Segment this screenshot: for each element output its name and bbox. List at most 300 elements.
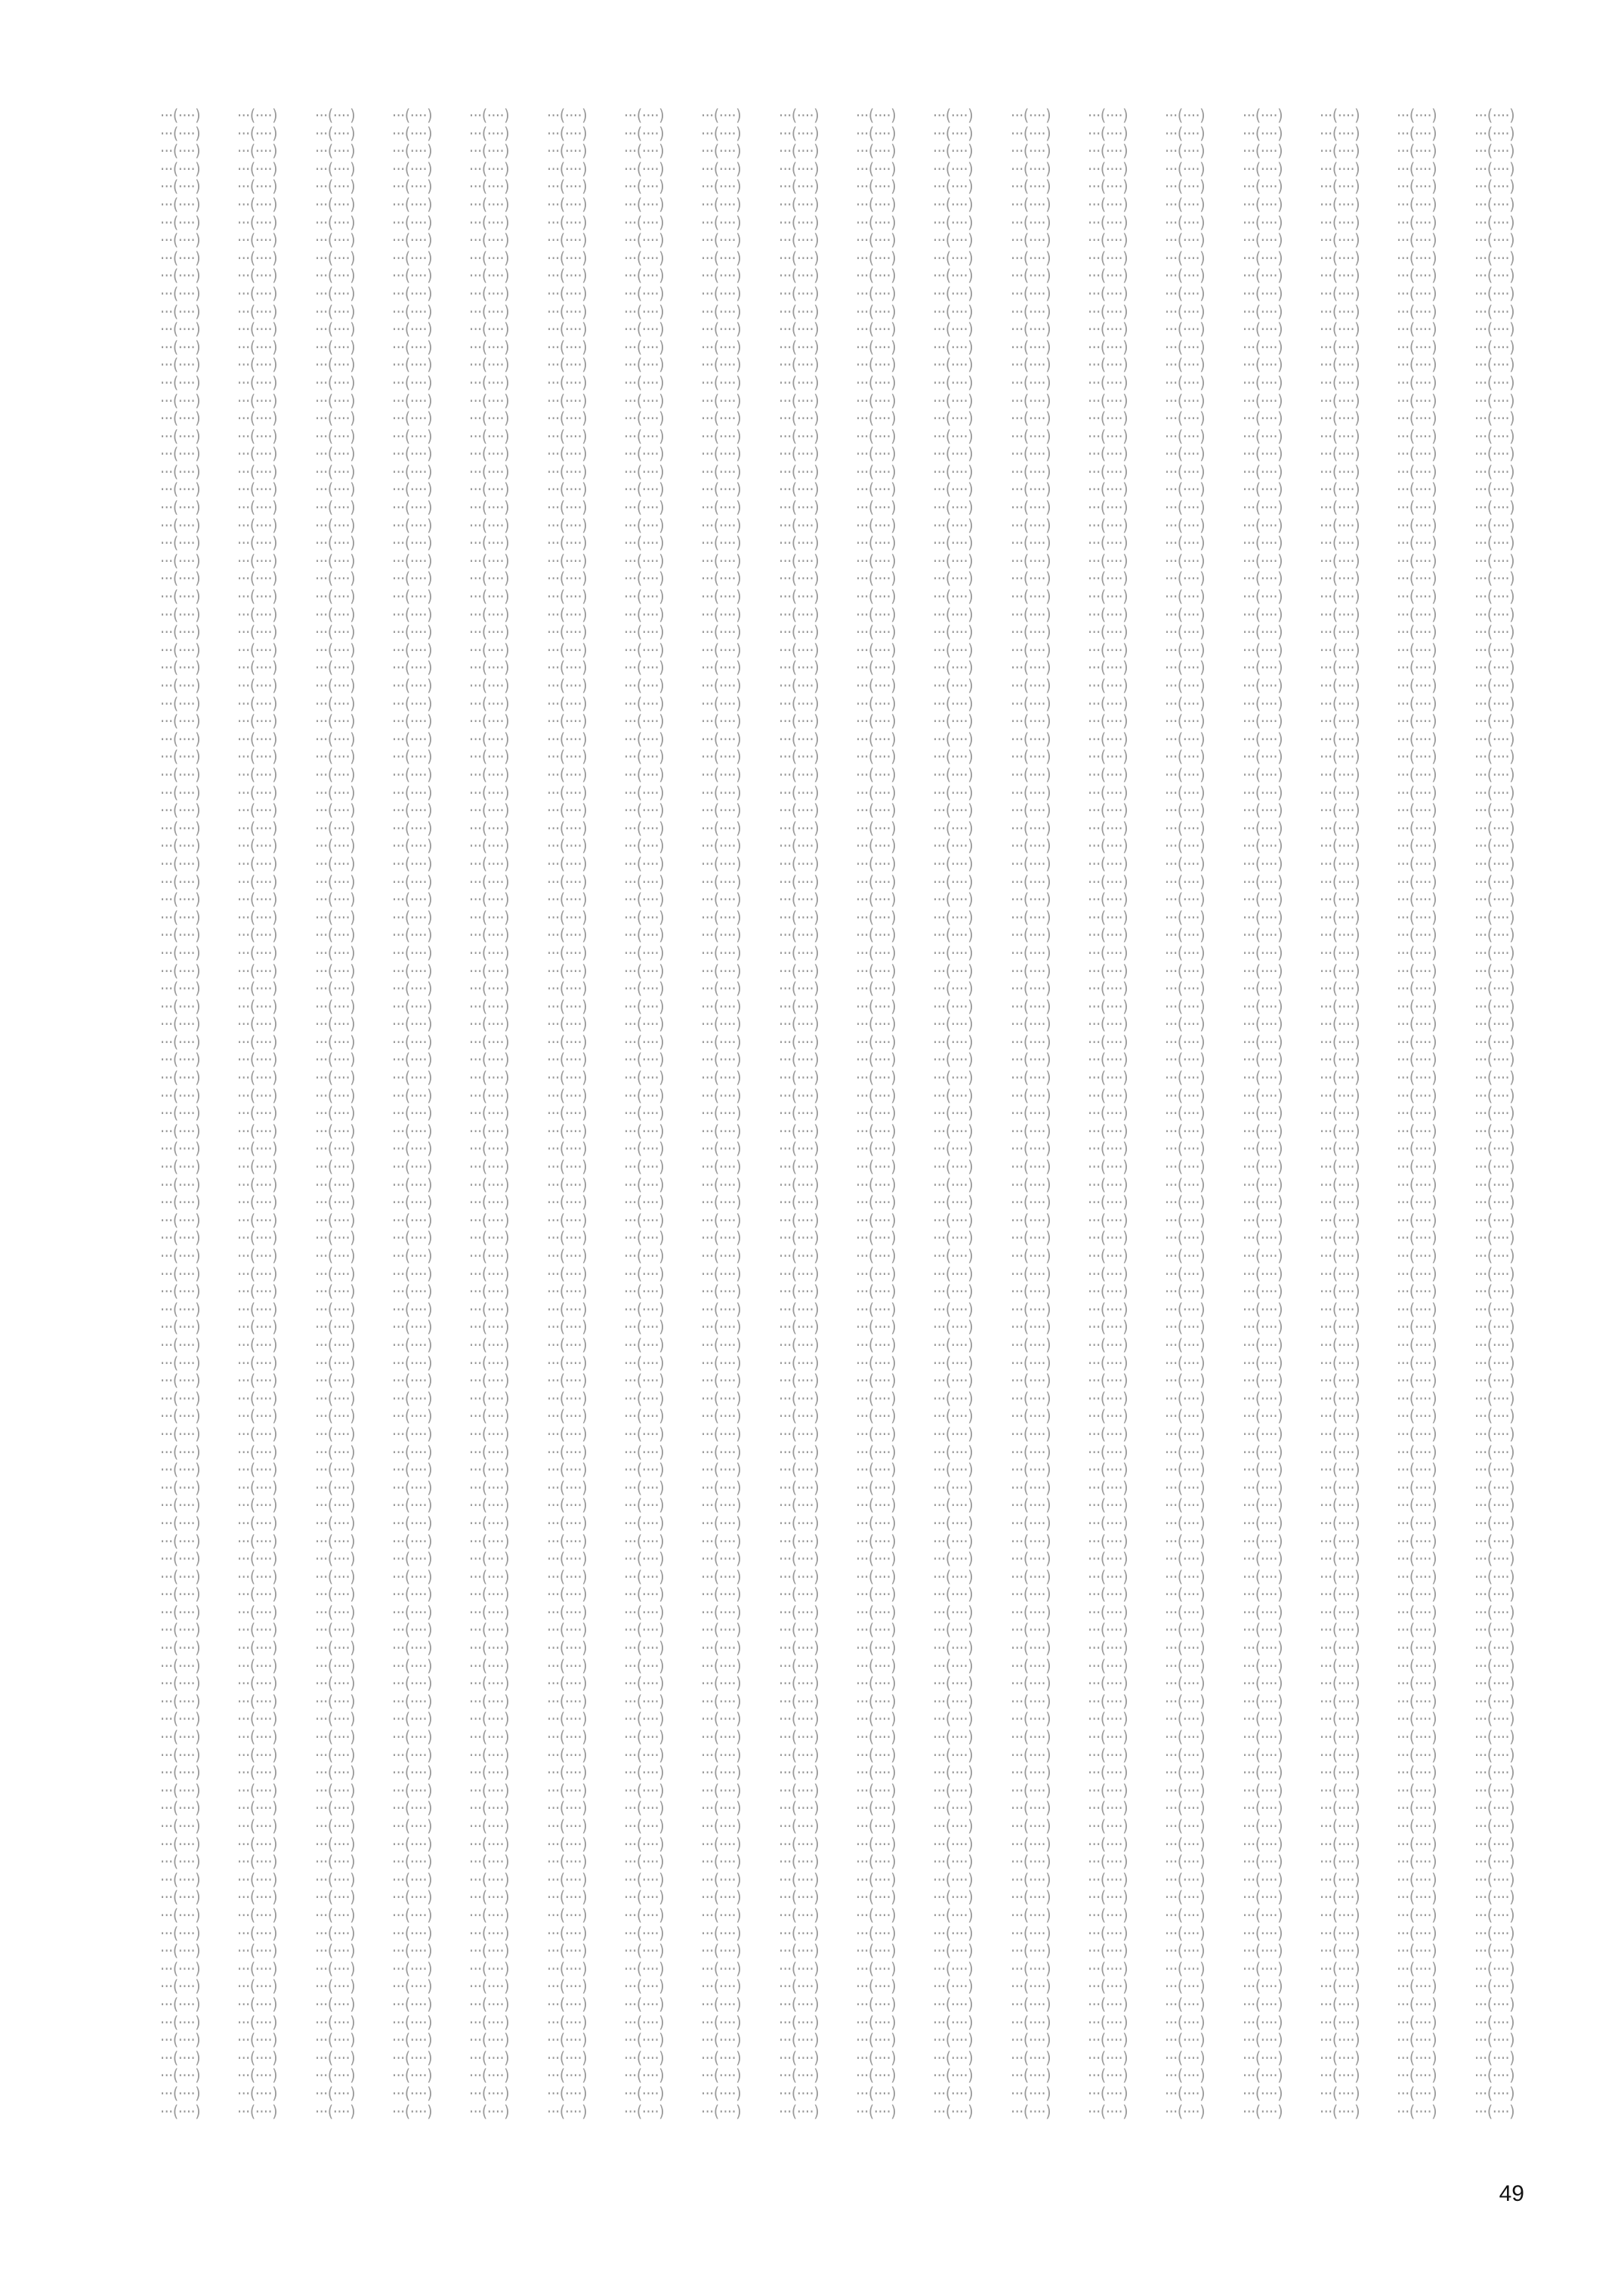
directory-entry: ···(····) [701,873,742,891]
directory-entry: ···(····) [1319,1140,1360,1159]
directory-entry: ···(····) [1087,855,1128,873]
directory-entry: ···(····) [1010,410,1051,428]
directory-entry: ···(····) [1397,1176,1437,1194]
directory-entry: ···(····) [469,1265,510,1283]
directory-entry: ···(····) [778,1265,819,1283]
directory-entry: ···(····) [469,766,510,784]
directory-entry: ···(····) [933,802,974,820]
directory-entry: ···(····) [623,624,665,642]
directory-entry: ···(····) [1165,410,1206,428]
directory-entry: ···(····) [778,1319,819,1337]
directory-entry: ···(····) [855,1390,897,1408]
directory-entry: ···(····) [160,303,201,321]
directory-entry: ···(····) [1242,819,1283,838]
directory-entry: ···(····) [391,998,433,1016]
directory-entry: ···(····) [1165,1943,1206,1961]
directory-entry: ···(····) [701,927,742,945]
directory-entry: ···(····) [701,1532,742,1551]
directory-entry: ···(····) [933,267,974,285]
directory-entry: ···(····) [1010,1603,1051,1622]
directory-entry: ···(····) [778,588,819,606]
directory-entry: ···(····) [469,1693,510,1711]
directory-entry: ···(····) [701,2067,742,2085]
directory-entry: ···(····) [314,249,355,267]
directory-entry: ···(····) [855,695,897,713]
directory-entry: ···(····) [391,766,433,784]
directory-entry: ···(····) [1165,1301,1206,1319]
directory-entry: ···(····) [469,2032,510,2050]
directory-entry: ···(····) [1087,1960,1128,1978]
directory-entry: ···(····) [469,1283,510,1301]
directory-entry: ···(····) [933,1782,974,1800]
directory-entry: ···(····) [1165,606,1206,624]
directory-entry: ···(····) [855,1087,897,1105]
directory-entry: ···(····) [469,1336,510,1354]
directory-entry: ···(····) [1397,499,1437,517]
directory-entry: ···(····) [1474,1995,1514,2014]
directory-entry: ···(····) [701,356,742,375]
directory-entry: ···(····) [1087,2032,1128,2050]
directory-entry: ···(····) [1165,1746,1206,1764]
directory-entry: ···(····) [1397,1532,1437,1551]
directory-entry: ···(····) [933,1924,974,1943]
directory-entry: ···(····) [1474,998,1514,1016]
directory-entry: ···(····) [469,1924,510,1943]
directory-entry: ···(····) [701,1461,742,1480]
directory-entry: ···(····) [391,784,433,802]
directory-entry: ···(····) [546,321,587,339]
directory-entry: ···(····) [314,1372,355,1390]
directory-entry: ···(····) [1010,1782,1051,1800]
directory-entry: ···(····) [1474,873,1514,891]
page-number: 49 [1499,2181,1524,2206]
directory-entry: ···(····) [1165,178,1206,196]
directory-entry: ···(····) [1397,873,1437,891]
directory-entry: ···(····) [546,1016,587,1034]
directory-entry: ···(····) [160,1551,201,1569]
directory-entry: ···(····) [1474,2085,1514,2103]
directory-entry: ···(····) [623,1301,665,1319]
directory-entry: ···(····) [855,178,897,196]
directory-entry: ···(····) [1087,641,1128,659]
directory-entry: ···(····) [1242,606,1283,624]
directory-entry: ···(····) [546,944,587,962]
directory-entry: ···(····) [237,1943,278,1961]
directory-entry: ···(····) [778,1995,819,2014]
directory-entry: ···(····) [160,1729,201,1747]
directory-entry: ···(····) [1010,1943,1051,1961]
directory-entry: ···(····) [701,552,742,570]
directory-entry: ···(····) [623,427,665,446]
directory-entry: ···(····) [546,1283,587,1301]
directory-entry: ···(····) [546,980,587,998]
directory-entry: ···(····) [855,927,897,945]
directory-entry: ···(····) [1319,1551,1360,1569]
directory-entry: ···(····) [1474,1461,1514,1480]
directory-entry: ···(····) [1242,2032,1283,2050]
directory-entry: ···(····) [1474,374,1514,392]
directory-entry: ···(····) [1397,267,1437,285]
directory-entry: ···(····) [314,2032,355,2050]
directory-column [779,107,856,2168]
directory-entry: ···(····) [1087,819,1128,838]
directory-entry: ···(····) [1087,410,1128,428]
directory-entry: ···(····) [469,819,510,838]
directory-entry: ···(····) [623,338,665,356]
directory-entry: ···(····) [778,1835,819,1853]
directory-entry: ···(····) [701,1943,742,1961]
directory-entry: ···(····) [1319,802,1360,820]
directory-entry: ···(····) [391,873,433,891]
directory-entry: ···(····) [546,606,587,624]
directory-entry: ···(····) [237,1425,278,1443]
directory-entry: ···(····) [314,748,355,767]
directory-entry: ···(····) [1474,517,1514,535]
directory-entry: ···(····) [391,1871,433,1889]
directory-entry: ···(····) [1474,1657,1514,1675]
directory-entry: ···(····) [1397,606,1437,624]
directory-entry: ···(····) [778,2014,819,2032]
directory-entry: ···(····) [1165,1176,1206,1194]
directory-entry: ···(····) [855,1800,897,1818]
directory-entry: ···(····) [1397,677,1437,695]
directory-entry: ···(····) [469,927,510,945]
directory-entry: ···(····) [546,427,587,446]
directory-entry: ···(····) [160,1603,201,1622]
directory-entry: ···(····) [933,1443,974,1461]
directory-entry: ···(····) [469,1568,510,1586]
directory-entry: ···(····) [701,178,742,196]
directory-entry: ···(····) [1397,214,1437,232]
directory-entry: ···(····) [469,232,510,250]
directory-entry: ···(····) [237,784,278,802]
directory-entry: ···(····) [237,499,278,517]
directory-entry: ···(····) [314,1818,355,1835]
directory-entry: ···(····) [1242,1461,1283,1480]
directory-entry: ···(····) [391,1818,433,1835]
directory-entry: ···(····) [1319,1372,1360,1390]
directory-entry: ···(····) [933,1122,974,1140]
directory-entry: ···(····) [391,1675,433,1693]
directory-entry: ···(····) [1319,1906,1360,1924]
directory-entry: ···(····) [1010,1354,1051,1372]
directory-entry: ···(····) [1319,1301,1360,1319]
directory-entry: ···(····) [237,552,278,570]
directory-entry: ···(····) [701,232,742,250]
directory-entry: ···(····) [546,392,587,410]
directory-entry: ···(····) [1165,1675,1206,1693]
directory-entry: ···(····) [391,427,433,446]
directory-entry: ···(····) [391,535,433,553]
directory-entry: ···(····) [1010,1853,1051,1872]
directory-column [856,107,933,2168]
directory-entry: ···(····) [778,143,819,161]
directory-entry: ···(····) [778,1230,819,1248]
directory-entry: ···(····) [237,1711,278,1729]
directory-entry: ···(····) [1087,677,1128,695]
directory-entry: ···(····) [1165,1016,1206,1034]
directory-entry: ···(····) [1010,392,1051,410]
directory-entry: ···(····) [314,909,355,927]
directory-entry: ···(····) [391,659,433,677]
directory-column [469,107,546,2168]
directory-entry: ···(····) [391,499,433,517]
directory-entry: ···(····) [1087,1336,1128,1354]
directory-entry: ···(····) [933,481,974,499]
directory-entry: ···(····) [778,2085,819,2103]
directory-entry: ···(····) [160,374,201,392]
directory-entry: ···(····) [1087,998,1128,1016]
directory-entry: ···(····) [1397,1960,1437,1978]
directory-entry: ···(····) [778,517,819,535]
directory-entry: ···(····) [855,374,897,392]
directory-entry: ···(····) [855,1230,897,1248]
directory-entry: ···(····) [623,143,665,161]
directory-entry: ···(····) [701,1159,742,1177]
directory-entry: ···(····) [1474,1586,1514,1604]
directory-entry: ···(····) [933,285,974,303]
directory-entry: ···(····) [1165,517,1206,535]
directory-entry: ···(····) [546,107,587,125]
directory-entry: ···(····) [1165,1461,1206,1480]
directory-entry: ···(····) [933,624,974,642]
directory-entry: ···(····) [855,1461,897,1480]
directory-entry: ···(····) [855,463,897,481]
directory-entry: ···(····) [1165,196,1206,214]
directory-entry: ···(····) [469,748,510,767]
directory-entry: ···(····) [1087,1016,1128,1034]
directory-entry: ···(····) [623,1194,665,1212]
directory-entry: ···(····) [1319,980,1360,998]
directory-entry: ···(····) [933,873,974,891]
directory-entry: ···(····) [314,1336,355,1354]
directory-entry: ···(····) [1397,980,1437,998]
directory-entry: ···(····) [623,2085,665,2103]
directory-entry: ···(····) [314,1978,355,1996]
directory-entry: ···(····) [778,891,819,909]
directory-entry: ···(····) [1242,1211,1283,1230]
directory-entry: ···(····) [469,1657,510,1675]
directory-entry: ···(····) [1165,944,1206,962]
directory-entry: ···(····) [1319,695,1360,713]
directory-entry: ···(····) [1474,410,1514,428]
directory-entry: ···(····) [469,909,510,927]
directory-entry: ···(····) [1242,1889,1283,1907]
directory-entry: ···(····) [160,1354,201,1372]
directory-entry: ···(····) [1397,927,1437,945]
directory-entry: ···(····) [391,1248,433,1265]
directory-entry: ···(····) [1010,1479,1051,1497]
directory-entry: ···(····) [546,1978,587,1996]
directory-entry: ···(····) [623,909,665,927]
directory-entry: ···(····) [314,125,355,143]
directory-entry: ···(····) [623,1800,665,1818]
directory-entry: ···(····) [933,1818,974,1835]
directory-entry: ···(····) [623,1782,665,1800]
directory-entry: ···(····) [469,374,510,392]
directory-entry: ···(····) [314,481,355,499]
directory-entry: ···(····) [237,1622,278,1640]
directory-entry: ···(····) [314,1176,355,1194]
directory-entry: ···(····) [1319,944,1360,962]
directory-entry: ···(····) [1165,1033,1206,1051]
directory-entry: ···(····) [391,338,433,356]
directory-entry: ···(····) [160,624,201,642]
directory-entry: ···(····) [546,1586,587,1604]
directory-entry: ···(····) [237,1853,278,1872]
directory-entry: ···(····) [1242,1871,1283,1889]
directory-entry: ···(····) [933,249,974,267]
directory-entry: ···(····) [1010,1408,1051,1426]
directory-entry: ···(····) [1319,1443,1360,1461]
directory-entry: ···(····) [778,356,819,375]
directory-entry: ···(····) [1474,1497,1514,1515]
directory-entry: ···(····) [314,695,355,713]
directory-entry: ···(····) [469,446,510,464]
directory-column [624,107,701,2168]
directory-entry: ···(····) [546,517,587,535]
directory-entry: ···(····) [1010,570,1051,588]
directory-entry: ···(····) [237,1906,278,1924]
directory-entry: ···(····) [623,1640,665,1658]
directory-entry: ···(····) [778,1551,819,1569]
directory-entry: ···(····) [391,855,433,873]
directory-entry: ···(····) [778,1640,819,1658]
directory-entry: ···(····) [1474,606,1514,624]
directory-entry: ···(····) [469,1443,510,1461]
directory-entry: ···(····) [469,1532,510,1551]
directory-entry: ···(····) [1319,338,1360,356]
directory-entry: ···(····) [1010,2085,1051,2103]
directory-entry: ···(····) [1474,1211,1514,1230]
directory-entry: ···(····) [623,1586,665,1604]
directory-entry: ···(····) [933,927,974,945]
directory-entry: ···(····) [778,1514,819,1532]
directory-entry: ···(····) [1319,1995,1360,2014]
directory-entry: ···(····) [778,2103,819,2121]
directory-entry: ···(····) [160,1960,201,1978]
directory-entry: ···(····) [701,446,742,464]
directory-entry: ···(····) [933,1265,974,1283]
directory-entry: ···(····) [1010,249,1051,267]
directory-entry: ···(····) [1397,1443,1437,1461]
directory-entry: ···(····) [701,1408,742,1426]
directory-entry: ···(····) [855,2014,897,2032]
directory-entry: ···(····) [1087,1818,1128,1835]
directory-entry: ···(····) [701,427,742,446]
directory-entry: ···(····) [160,356,201,375]
directory-entry: ···(····) [469,1408,510,1426]
directory-entry: ···(····) [1242,1943,1283,1961]
directory-entry: ···(····) [778,1675,819,1693]
directory-entry: ···(····) [623,321,665,339]
directory-entry: ···(····) [1165,1889,1206,1907]
directory-column [1088,107,1165,2168]
directory-entry: ···(····) [1087,748,1128,767]
directory-entry: ···(····) [1087,624,1128,642]
directory-entry: ···(····) [546,1943,587,1961]
directory-entry: ···(····) [469,1105,510,1123]
directory-entry: ···(····) [1319,517,1360,535]
directory-entry: ···(····) [546,178,587,196]
directory-entry: ···(····) [1474,1514,1514,1532]
directory-entry: ···(····) [314,1711,355,1729]
directory-entry: ···(····) [778,1211,819,1230]
directory-entry: ···(····) [1242,285,1283,303]
directory-entry: ···(····) [160,570,201,588]
directory-entry: ···(····) [1165,1122,1206,1140]
directory-entry: ···(····) [237,980,278,998]
directory-entry: ···(····) [1242,196,1283,214]
directory-entry: ···(····) [1319,178,1360,196]
directory-entry: ···(····) [933,1532,974,1551]
directory-entry: ···(····) [1242,392,1283,410]
directory-entry: ···(····) [1474,641,1514,659]
directory-entry: ···(····) [1010,2103,1051,2121]
directory-entry: ···(····) [546,819,587,838]
directory-entry: ···(····) [623,1906,665,1924]
directory-entry: ···(····) [701,606,742,624]
directory-entry: ···(····) [546,1729,587,1747]
directory-entry: ···(····) [546,1532,587,1551]
directory-entry: ···(····) [546,143,587,161]
directory-entry: ···(····) [933,1194,974,1212]
directory-entry: ···(····) [314,784,355,802]
directory-entry: ···(····) [933,1087,974,1105]
directory-entry: ···(····) [855,303,897,321]
directory-entry: ···(····) [623,784,665,802]
directory-column [1320,107,1397,2168]
directory-entry: ···(····) [1165,2067,1206,2085]
directory-entry: ···(····) [469,570,510,588]
directory-entry: ···(····) [546,499,587,517]
directory-entry: ···(····) [1010,1514,1051,1532]
directory-entry: ···(····) [314,962,355,980]
directory-entry: ···(····) [391,1995,433,2014]
directory-entry: ···(····) [701,1122,742,1140]
directory-entry: ···(····) [1165,1319,1206,1337]
directory-entry: ···(····) [160,2049,201,2067]
directory-entry: ···(····) [701,1336,742,1354]
directory-entry: ···(····) [314,1443,355,1461]
directory-entry: ···(····) [701,677,742,695]
directory-entry: ···(····) [1087,1140,1128,1159]
directory-entry: ···(····) [1010,819,1051,838]
directory-entry: ···(····) [1165,909,1206,927]
directory-entry: ···(····) [1397,1551,1437,1569]
directory-entry: ···(····) [160,891,201,909]
directory-entry: ···(····) [1319,1943,1360,1961]
directory-entry: ···(····) [1242,1283,1283,1301]
directory-entry: ···(····) [469,1835,510,1853]
directory-entry: ···(····) [1319,588,1360,606]
directory-entry: ···(····) [314,1425,355,1443]
directory-entry: ···(····) [623,1943,665,1961]
directory-entry: ···(····) [933,463,974,481]
directory-entry: ···(····) [778,748,819,767]
directory-entry: ···(····) [778,1354,819,1372]
directory-entry: ···(····) [1087,427,1128,446]
directory-entry: ···(····) [1010,1835,1051,1853]
directory-entry: ···(····) [1242,1514,1283,1532]
directory-entry: ···(····) [701,1818,742,1835]
directory-entry: ···(····) [237,1105,278,1123]
directory-entry: ···(····) [237,214,278,232]
directory-entry: ···(····) [1397,855,1437,873]
directory-entry: ···(····) [546,1924,587,1943]
directory-entry: ···(····) [391,1159,433,1177]
directory-entry: ···(····) [623,499,665,517]
